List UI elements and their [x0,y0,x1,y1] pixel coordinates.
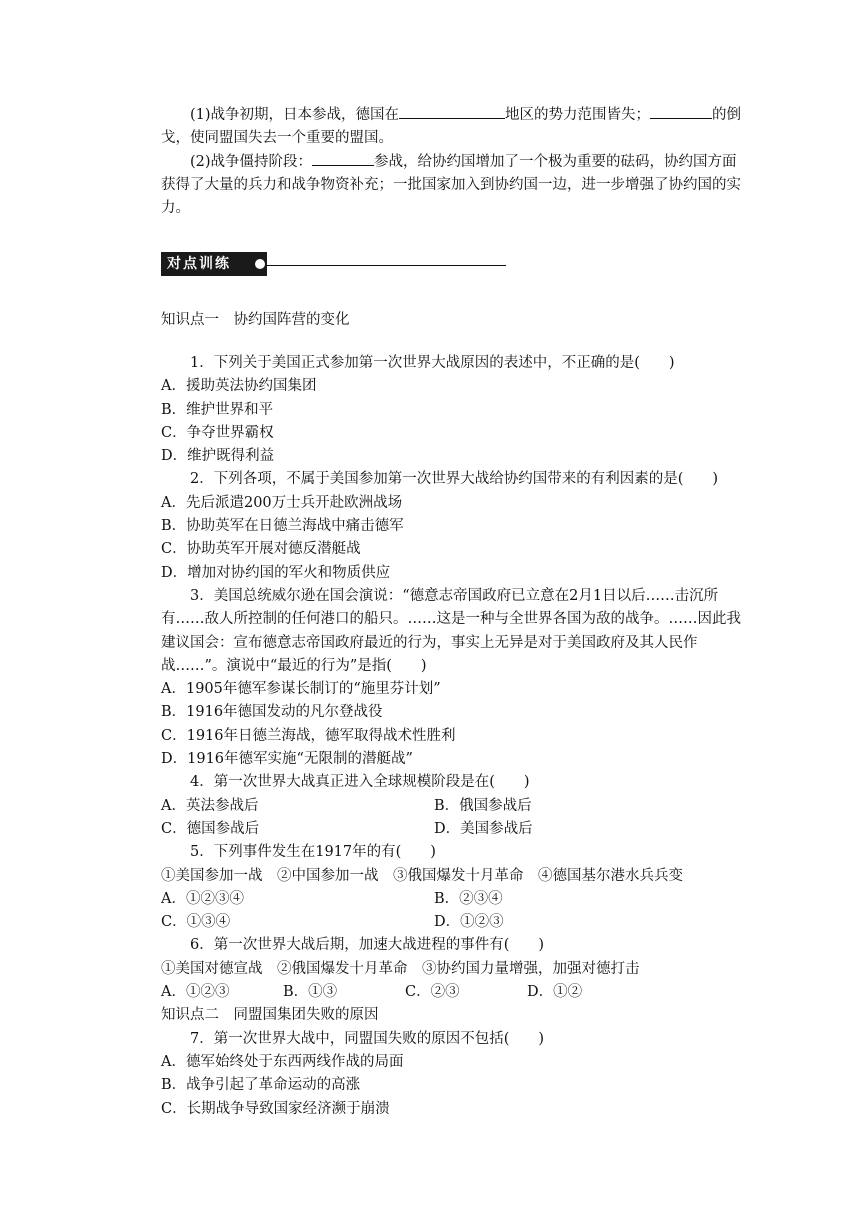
q6-option-b[interactable]: B．①③ [283,984,338,1001]
q4-stem: 4．第一次世界大战真正进入全球规模阶段是在( ) [190,774,530,791]
q4-option-d[interactable]: D．美国参战后 [434,820,533,837]
q2-option-d[interactable]: D．增加对协约国的军火和物质供应 [161,564,391,581]
intro-line-2: 戈，使同盟国失去一个重要的盟国。 [161,130,393,147]
q3-option-b[interactable]: B．1916年德国发动的凡尔登战役 [161,704,383,721]
q1-option-c[interactable]: C．争夺世界霸权 [161,424,274,441]
question-list [161,352,741,1121]
q5-items: ①美国参加一战 ②中国参加一战 ③俄国爆发十月革命 ④德国基尔港水兵兵变 [161,867,683,884]
q2-stem: 2．下列各项，不属于美国参加第一次世界大战给协约国带来的有利因素的是( ) [190,471,719,488]
knowledge-point-2: 知识点二 同盟国集团失败的原因 [161,1007,379,1024]
q1-option-d[interactable]: D．维护既得利益 [161,448,275,465]
q5-option-d[interactable]: D．①②③ [434,914,504,931]
q5-option-b[interactable]: B．②③④ [434,890,503,907]
q3-option-c[interactable]: C．1916年日德兰海战，德军取得战术性胜利 [161,727,456,744]
knowledge-point-1: 知识点一 协约国阵营的变化 [161,312,350,328]
q6-option-c[interactable]: C．②③ [405,984,460,1001]
intro-line-1: (1)战争初期，日本参战，德国在 地区的势力范围皆失； 的倒 [161,104,731,127]
q5-options-row-2 [161,911,731,934]
q4-option-c[interactable]: C．德国参战后 [161,820,260,837]
q3-stem-line-4: 战……”。演说中“最近的行为”是指( ) [161,657,427,674]
q2-option-a[interactable]: A．先后派遣200万士兵开赴欧洲战场 [161,494,403,511]
q2-option-b[interactable]: B．协助英军在日德兰海战中痛击德军 [161,518,404,535]
q3-stem-line-1: 3．美国总统威尔逊在国会演说：“德意志帝国政府已立意在2月1日以后……击沉所 [190,587,719,604]
q3-option-d[interactable]: D．1916年德军实施“无限制的潜艇战” [161,751,413,768]
q4-options-row-1 [161,795,731,818]
q1-stem: 1．下列关于美国正式参加第一次世界大战原因的表述中，不正确的是( ) [190,355,675,371]
q5-option-c[interactable]: C．①③④ [161,914,231,931]
q6-option-a[interactable]: A．①②③ [161,984,230,1001]
q6-stem: 6．第一次世界大战后期，加速大战进程的事件有( ) [190,937,545,954]
q7-option-b[interactable]: B．战争引起了革命运动的高涨 [161,1077,361,1094]
q6-option-d[interactable]: D．①② [527,984,583,1001]
q4-option-b[interactable]: B．俄国参战后 [434,797,532,814]
q3-option-a[interactable]: A．1905年德军参谋长制订的“施里芬计划” [161,681,441,698]
q7-option-a[interactable]: A．德军始终处于东西两线作战的局面 [161,1053,404,1070]
q7-stem: 7．第一次世界大战中，同盟国失败的原因不包括( ) [190,1030,545,1047]
q6-options-row [161,981,731,1004]
intro-line-5: 力。 [161,200,190,217]
q5-option-a[interactable]: A．①②③④ [161,890,244,907]
q6-items: ①美国对德宣战 ②俄国爆发十月革命 ③协约国力量增强，加强对德打击 [161,960,640,977]
banner-dot-icon [255,259,265,269]
answer-blank[interactable] [399,104,505,119]
q3-stem-line-2: 有……敌人所控制的任何港口的船只。……这是一种与全世界各国为敌的战争。……因此我 [161,611,741,628]
q5-stem: 5．下列事件发生在1917年的有( ) [190,844,436,861]
banner-rule [267,265,506,266]
section-banner-label: 对点训练 [161,252,267,276]
q2-option-c[interactable]: C．协助英军开展对德反潜艇战 [161,541,361,558]
q1-option-b[interactable]: B．维护世界和平 [161,401,274,418]
answer-blank[interactable] [312,151,374,166]
section-banner [161,252,506,276]
answer-blank[interactable] [650,104,712,119]
q4-option-a[interactable]: A．英法参战后 [161,797,259,814]
q7-option-c[interactable]: C．长期战争导致国家经济濒于崩溃 [161,1100,390,1117]
q1-option-a[interactable]: A．援助英法协约国集团 [161,378,317,395]
q4-options-row-2 [161,818,731,841]
intro-line-3: (2)战争僵持阶段： 参战，给协约国增加了一个极为重要的砝码，协约国方面 [161,151,731,174]
intro-line-4: 获得了大量的兵力和战争物资补充；一批国家加入到协约国一边，进一步增强了协约国的实 [161,176,741,193]
q5-options-row-1 [161,888,731,911]
q3-stem-line-3: 建议国会：宣布德意志帝国政府最近的行为，事实上无异是对于美国政府及其人民作 [161,634,698,651]
intro-section [161,104,742,220]
